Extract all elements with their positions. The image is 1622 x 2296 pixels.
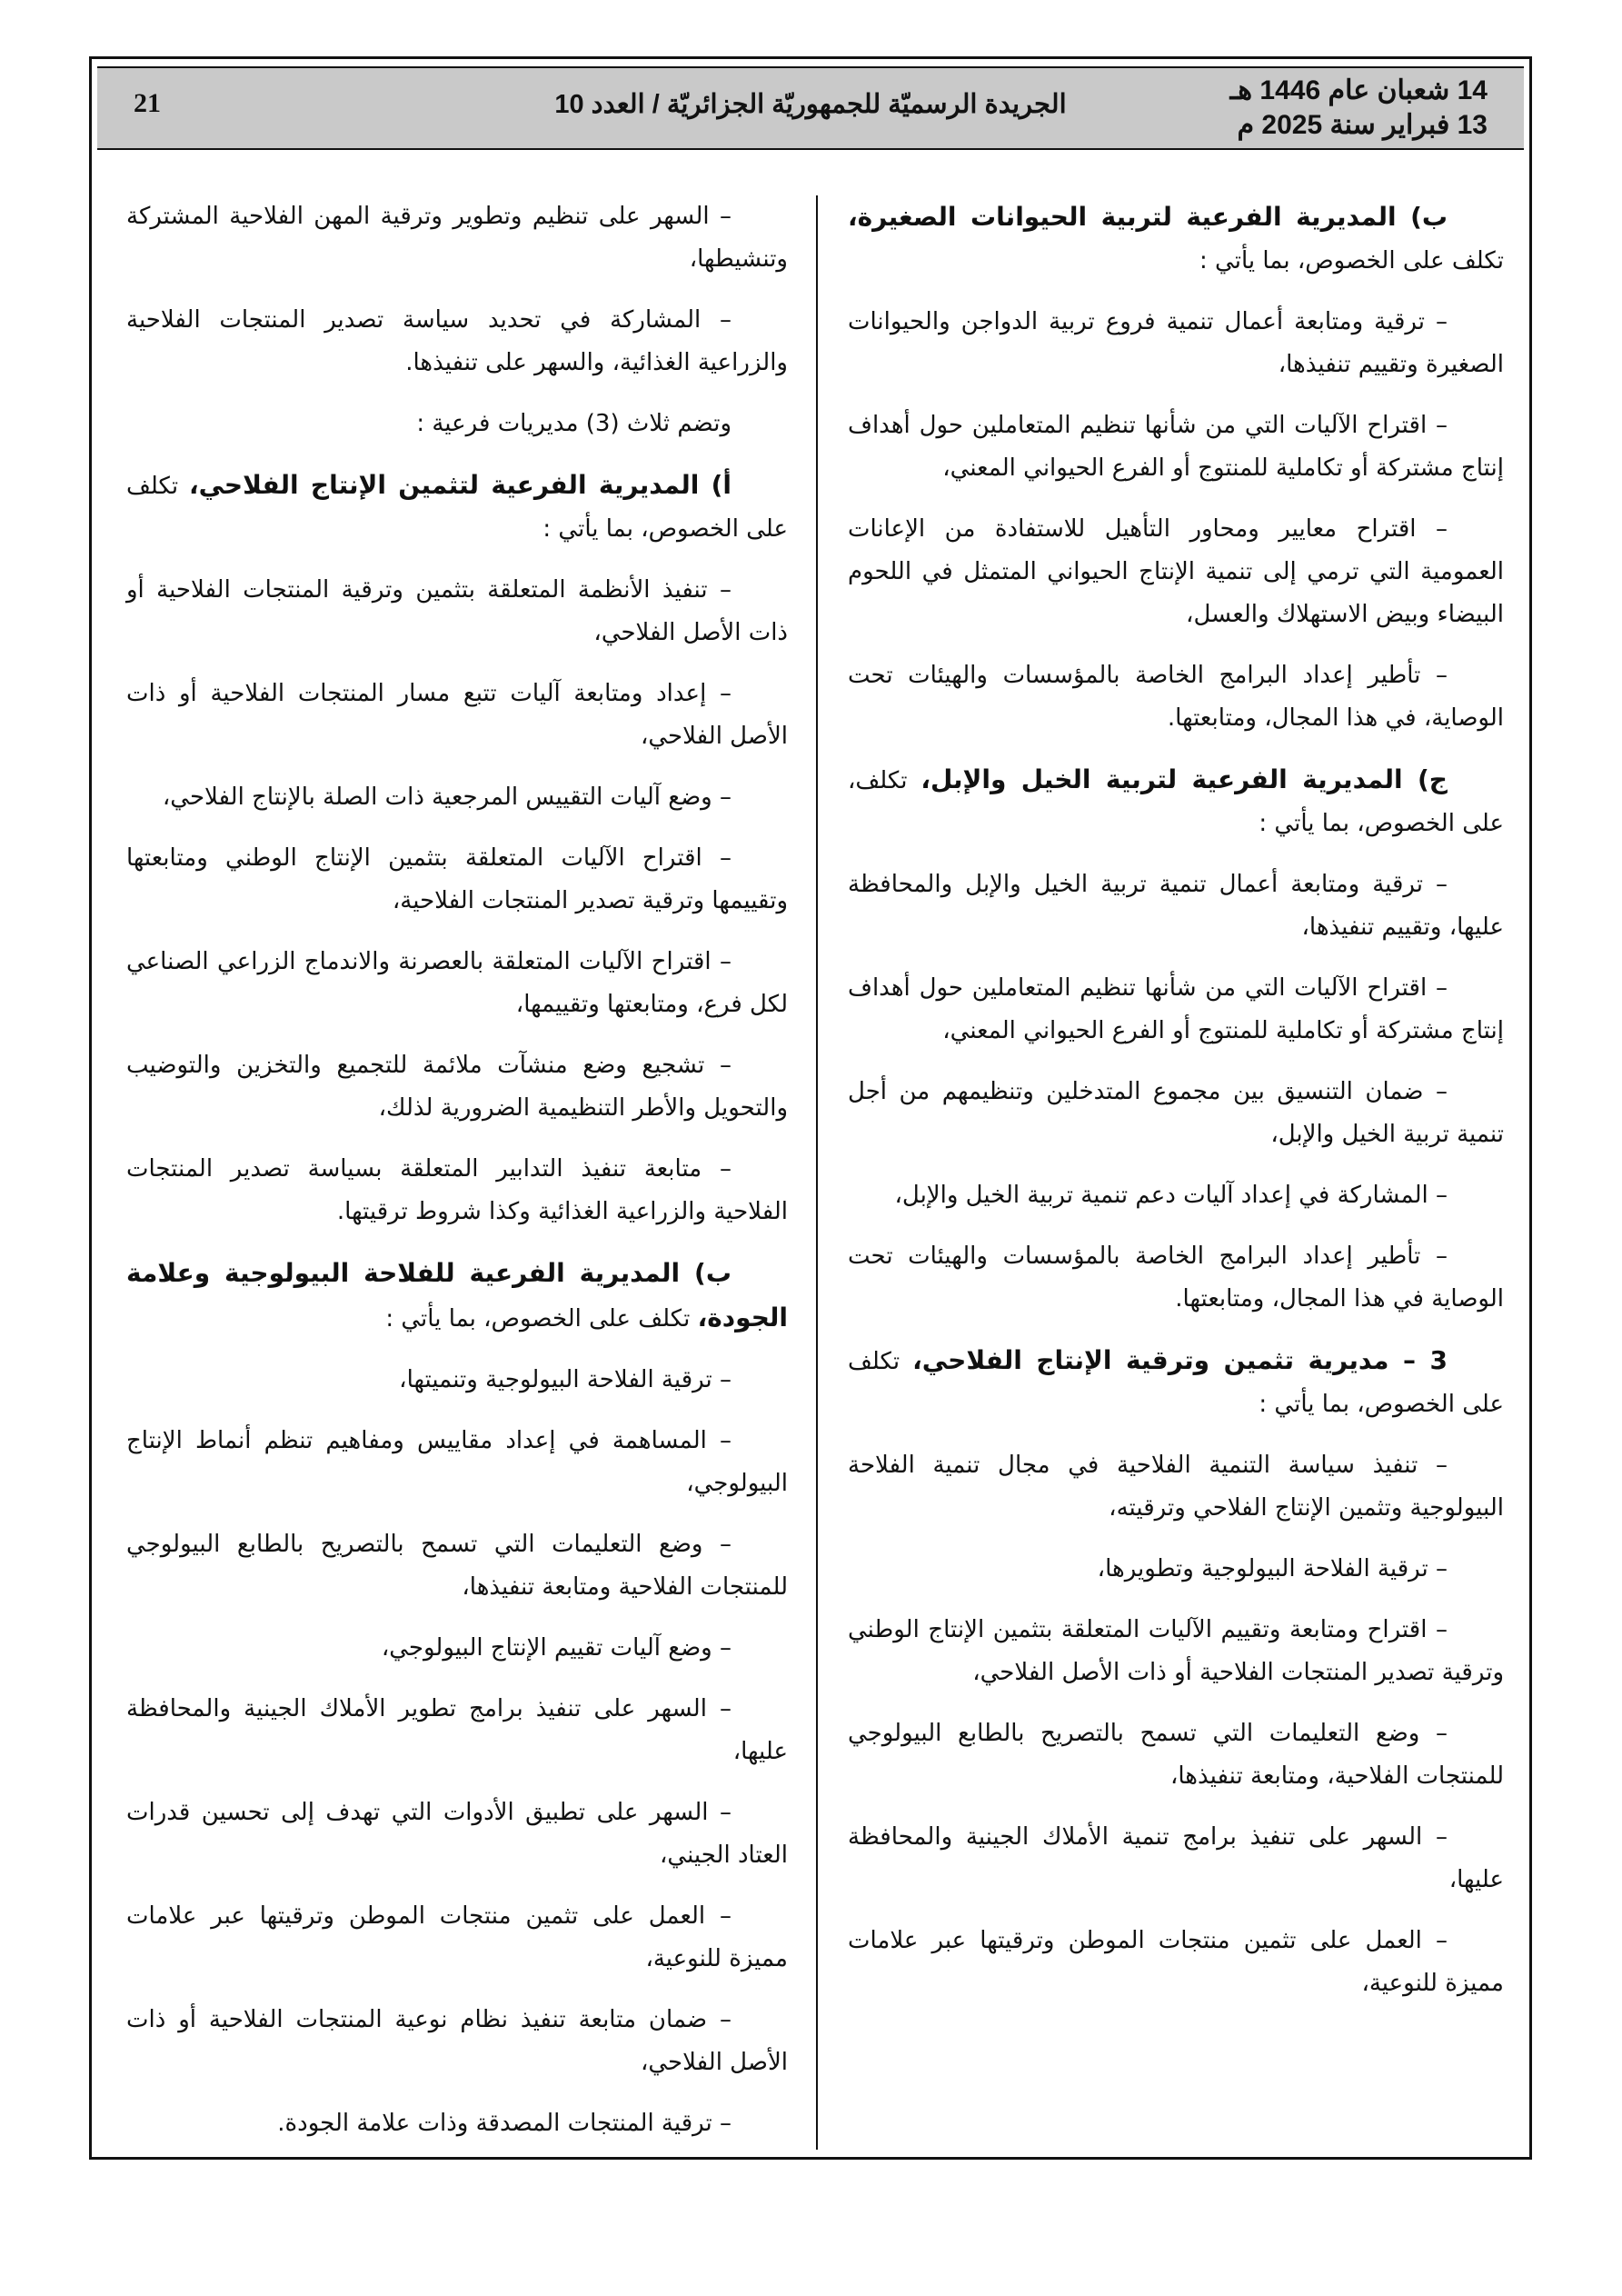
paragraph-text: – ترقية ومتابعة أعمال تنمية فروع تربية الدواجن والحيوانات الصغيرة وتقييم تنفيذها،	[848, 308, 1504, 378]
paragraph-text: – ترقية ومتابعة أعمال تنمية تربية الخيل والإبل والمحافظة عليها، وتقييم تنفيذها،	[848, 871, 1504, 941]
paragraph	[848, 1712, 1504, 1798]
paragraph-text: – تنفيذ سياسة التنمية الفلاحية في مجال تنمية الفلاحة البيولوجية وتثمين الإنتاج الفلاحي وترقيته،	[848, 1452, 1504, 1522]
paragraph-text: – اقتراح معايير ومحاور التأهيل للاستفادة من الإعانات العمومية التي ترمي إلى تنمية الإنتاج الحيواني المتمثل في اللحوم البيضاء وبيض الاستهلاك والعسل،	[848, 515, 1504, 628]
paragraph-text: وتضم ثلاث (3) مديريات فرعية :	[416, 410, 731, 437]
paragraph-text: – العمل على تثمين منتجات الموطن وترقيتها عبر علامات مميزة للنوعية،	[848, 1927, 1504, 1997]
paragraph-text: – المشاركة في تحديد سياسة تصدير المنتجات الفلاحية والزراعية الغذائية، والسهر على تنفيذها.	[126, 306, 788, 376]
section-heading-paragraph	[126, 1252, 788, 1341]
paragraph-text: تكلف على الخصوص، بما يأتي :	[126, 473, 788, 543]
paragraph-text: تكلف على الخصوص، بما يأتي :	[1199, 247, 1504, 275]
paragraph-text: – اقتراح الآليات المتعلقة بالعصرنة والاندماج الزراعي الصناعي لكل فرع، ومتابعتها وتقييمها،	[126, 948, 788, 1018]
paragraph-text: – اقتراح الآليات التي من شأنها تنظيم المتعاملين حول أهداف إنتاج مشتركة أو تكاملية للمنتوج أو الفرع الحيواني المعني،	[848, 974, 1504, 1044]
paragraph-text: – اقتراح الآليات المتعلقة بتثمين الإنتاج الوطني ومتابعتها وتقييمها وترقية تصدير المنتجات الفلاحية،	[126, 844, 788, 914]
paragraph	[126, 1420, 788, 1505]
paragraph-text: – متابعة تنفيذ التدابير المتعلقة بسياسة تصدير المنتجات الفلاحية والزراعية الغذائية وكذا شروط ترقيتها.	[126, 1155, 788, 1225]
paragraph-text: – تأطير إعداد البرامج الخاصة بالمؤسسات والهيئات تحت الوصاية في هذا المجال، ومتابعتها.	[848, 1243, 1504, 1313]
paragraph	[848, 967, 1504, 1053]
paragraph	[126, 1148, 788, 1233]
paragraph	[126, 776, 788, 819]
paragraph	[848, 508, 1504, 636]
page-number: 21	[134, 88, 161, 118]
paragraph	[848, 404, 1504, 490]
section-heading: أ) المديرية الفرعية لتثمين الإنتاج الفلاحي،	[188, 470, 732, 500]
date-gregorian: 13 فبراير سنة 2025 م	[1237, 110, 1488, 140]
right-column	[848, 195, 1504, 2023]
paragraph	[848, 1444, 1504, 1530]
journal-title: الجريدة الرسميّة للجمهوريّة الجزائريّة / العدد 10	[554, 90, 1067, 119]
section-heading: ب) المديرية الفرعية لتربية الحيوانات الصغيرة،	[848, 202, 1448, 232]
section-heading: ب) المديرية الفرعية للفلاحة البيولوجية وعلامة الجودة،	[126, 1258, 788, 1333]
paragraph-text: تكلف على الخصوص، بما يأتي :	[385, 1305, 698, 1333]
paragraph-text: – السهر على تنفيذ برامج تنمية الأملاك الجينية والمحافظة عليها،	[848, 1823, 1504, 1893]
paragraph	[126, 1792, 788, 1877]
paragraph	[126, 2102, 788, 2145]
paragraph	[126, 837, 788, 923]
paragraph	[126, 1895, 788, 1981]
paragraph-text: – ترقية الفلاحة البيولوجية وتطويرها،	[1097, 1555, 1448, 1582]
paragraph-text: تكلف، على الخصوص، بما يأتي :	[848, 767, 1504, 837]
paragraph	[126, 1523, 788, 1609]
paragraph-text: – ترقية الفلاحة البيولوجية وتنميتها،	[399, 1366, 731, 1393]
paragraph	[126, 569, 788, 654]
paragraph	[126, 673, 788, 758]
paragraph-text: – ضمان التنسيق بين مجموع المتدخلين وتنظيمهم من أجل تنمية تربية الخيل والإبل،	[848, 1078, 1504, 1148]
paragraph	[126, 1627, 788, 1670]
section-heading: 3 – مديرية تثمين وترقية الإنتاج الفلاحي،	[912, 1345, 1448, 1375]
section-heading-paragraph	[848, 195, 1504, 283]
paragraph-text: – العمل على تثمين منتجات الموطن وترقيتها عبر علامات مميزة للنوعية،	[126, 1902, 788, 1972]
paragraph-text: – المشاركة في إعداد آليات دعم تنمية تربية الخيل والإبل،	[894, 1182, 1448, 1209]
paragraph	[126, 403, 788, 445]
paragraph	[848, 654, 1504, 740]
paragraph	[848, 1174, 1504, 1217]
paragraph	[126, 941, 788, 1026]
paragraph-text: – وضع آليات التقييس المرجعية ذات الصلة بالإنتاج الفلاحي،	[162, 784, 731, 811]
paragraph-text: – السهر على تنظيم وتطوير وترقية المهن الفلاحية المشتركة وتنشيطها،	[126, 203, 788, 273]
paragraph	[126, 1999, 788, 2084]
paragraph	[848, 301, 1504, 386]
paragraph	[848, 1071, 1504, 1156]
paragraph-text: – اقتراح الآليات التي من شأنها تنظيم المتعاملين حول أهداف إنتاج مشتركة أو تكاملية للمنتوج أو الفرع الحيواني المعني،	[848, 412, 1504, 482]
paragraph-text: – ضمان متابعة تنفيذ نظام نوعية المنتجات الفلاحية أو ذات الأصل الفلاحي،	[126, 2006, 788, 2076]
section-heading-paragraph	[848, 758, 1504, 845]
paragraph	[848, 1235, 1504, 1321]
paragraph	[848, 1548, 1504, 1591]
section-heading: ج) المديرية الفرعية لتربية الخيل والإبل،	[920, 764, 1448, 794]
date-hijri: 14 شعبان عام 1446 هـ	[1229, 75, 1488, 105]
paragraph	[848, 1609, 1504, 1694]
paragraph-text: تكلف على الخصوص، بما يأتي :	[848, 1348, 1504, 1418]
paragraph-text: – المساهمة في إعداد مقاييس ومفاهيم تنظم أنماط الإنتاج البيولوجي،	[126, 1427, 788, 1497]
column-divider	[816, 195, 818, 2150]
paragraph	[126, 1688, 788, 1773]
paragraph	[848, 1920, 1504, 2005]
paragraph-text: – تشجيع وضع منشآت ملائمة للتجميع والتخزين والتوضيب والتحويل والأطر التنظيمية الضرورية لذلك،	[126, 1052, 788, 1122]
paragraph-text: – وضع التعليمات التي تسمح بالتصريح بالطابع البيولوجي للمنتجات الفلاحية، ومتابعة تنفيذها،	[848, 1720, 1504, 1790]
paragraph-text: – اقتراح ومتابعة وتقييم الآليات المتعلقة بتثمين الإنتاج الوطني وترقية تصدير المنتجات الفلاحية أو ذات الأصل الفلاحي،	[848, 1616, 1504, 1686]
page-frame	[89, 56, 1532, 2160]
paragraph	[126, 1359, 788, 1402]
paragraph-text: – السهر على تطبيق الأدوات التي تهدف إلى تحسين قدرات العتاد الجيني،	[126, 1799, 788, 1869]
paragraph-text: – إعداد ومتابعة آليات تتبع مسار المنتجات الفلاحية أو ذات الأصل الفلاحي،	[126, 680, 788, 750]
paragraph	[126, 195, 788, 281]
paragraph-text: – ترقية المنتجات المصدقة وذات علامة الجودة.	[277, 2110, 731, 2137]
paragraph-text: – وضع التعليمات التي تسمح بالتصريح بالطابع البيولوجي للمنتجات الفلاحية ومتابعة تنفيذها،	[126, 1531, 788, 1601]
paragraph-text: – تأطير إعداد البرامج الخاصة بالمؤسسات والهيئات تحت الوصاية، في هذا المجال، ومتابعتها.	[848, 662, 1504, 732]
paragraph-text: – السهر على تنفيذ برامج تطوير الأملاك الجينية والمحافظة عليها،	[126, 1695, 788, 1765]
paragraph-text: – تنفيذ الأنظمة المتعلقة بتثمين وترقية المنتجات الفلاحية أو ذات الأصل الفلاحي،	[126, 576, 788, 646]
left-column	[126, 195, 788, 2163]
paragraph	[848, 863, 1504, 949]
section-heading-paragraph	[848, 1339, 1504, 1426]
paragraph	[848, 1816, 1504, 1902]
paragraph-text: – وضع آليات تقييم الإنتاج البيولوجي،	[381, 1634, 731, 1662]
paragraph	[126, 299, 788, 384]
section-heading-paragraph	[126, 464, 788, 551]
page-header	[97, 66, 1524, 150]
paragraph	[126, 1044, 788, 1130]
